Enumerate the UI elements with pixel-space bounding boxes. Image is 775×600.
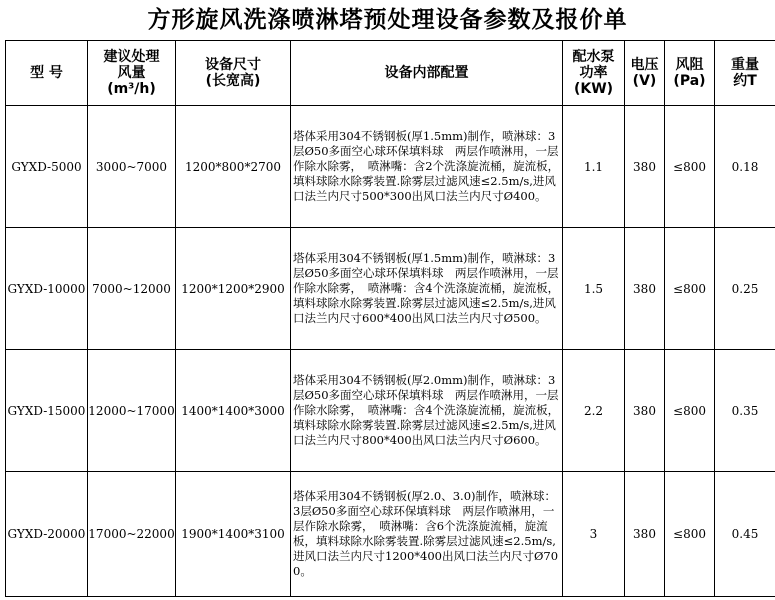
header-resistance-line: (Pa)	[673, 73, 706, 89]
cell-config: 塔体采用304不锈钢板(厚1.5mm)制作，喷淋球：3层Ø50多面空心球环保填料球 两层作喷淋用，一层作除水除雾， 喷淋嘴：含2个洗涤旋流桶，旋流板，填料球除水除雾装置.除雾层过滤风速≤2.5m/s,进风口法兰内尺寸500*300出风口法兰内尺寸Ø400。	[291, 106, 563, 228]
cell-airflow: 12000~17000	[88, 350, 176, 472]
header-weight	[715, 41, 775, 106]
header-pump-line: 功率	[579, 65, 608, 81]
header-size-line: (长宽高)	[205, 73, 261, 89]
header-pump-line: (KW)	[573, 81, 614, 97]
cell-size: 1900*1400*3100	[176, 472, 291, 597]
table-row	[6, 228, 775, 350]
cell-resistance: ≤800	[665, 228, 715, 350]
header-voltage-line: (V)	[632, 73, 657, 89]
header-airflow-line: 建议处理	[103, 49, 160, 65]
cell-resistance: ≤800	[665, 350, 715, 472]
page-title: 方形旋风洗涤喷淋塔预处理设备参数及报价单	[147, 7, 628, 33]
table-row	[6, 350, 775, 472]
cell-model: GYXD-20000	[6, 472, 88, 597]
parameter-table	[5, 40, 775, 597]
cell-voltage: 380	[625, 228, 665, 350]
cell-pump: 1.5	[563, 228, 625, 350]
header-resistance-line: 风阻	[675, 57, 704, 73]
cell-pump: 1.1	[563, 106, 625, 228]
header-voltage	[625, 41, 665, 106]
table-row	[6, 106, 775, 228]
cell-size: 1200*800*2700	[176, 106, 291, 228]
header-voltage-line: 电压	[630, 57, 659, 73]
table-row	[6, 472, 775, 597]
header-pump-line: 配水泵	[572, 49, 615, 65]
cell-voltage: 380	[625, 472, 665, 597]
header-weight-line: 重量	[731, 57, 759, 73]
cell-voltage: 380	[625, 106, 665, 228]
cell-weight: 0.45	[715, 472, 775, 597]
header-airflow	[88, 41, 176, 106]
cell-voltage: 380	[625, 350, 665, 472]
header-pump	[563, 41, 625, 106]
cell-weight: 0.25	[715, 228, 775, 350]
cell-resistance: ≤800	[665, 106, 715, 228]
cell-model: GYXD-10000	[6, 228, 88, 350]
cell-pump: 3	[563, 472, 625, 597]
cell-config: 塔体采用304不锈钢板(厚1.5mm)制作，喷淋球：3层Ø50多面空心球环保填料球 两层作喷淋用，一层作除水除雾， 喷淋嘴：含4个洗涤旋流桶，旋流板，填料球除水除雾装置.除雾层过滤风速≤2.5m/s,进风口法兰内尺寸600*400出风口法兰内尺寸Ø500。	[291, 228, 563, 350]
header-model: 型 号	[6, 41, 88, 106]
header-weight-line: 约T	[733, 73, 757, 89]
cell-config: 塔体采用304不锈钢板(厚2.0、3.0)制作，喷淋球：3层Ø50多面空心球环保填料球 两层作喷淋用，一层作除水除雾， 喷淋嘴：含6个洗涤旋流桶，旋流板，填料球除水除雾装置.除雾层过滤风速≤2.5m/s,进风口法兰内尺寸1200*400出风口法兰内尺寸Ø700。	[291, 472, 563, 597]
cell-pump: 2.2	[563, 350, 625, 472]
cell-resistance: ≤800	[665, 472, 715, 597]
header-resistance	[665, 41, 715, 106]
cell-airflow: 3000~7000	[88, 106, 176, 228]
cell-airflow: 17000~22000	[88, 472, 176, 597]
header-size	[176, 41, 291, 106]
header-config: 设备内部配置	[291, 41, 563, 106]
cell-weight: 0.35	[715, 350, 775, 472]
cell-model: GYXD-15000	[6, 350, 88, 472]
header-airflow-line: (m³/h)	[107, 81, 156, 97]
header-airflow-line: 风量	[117, 65, 146, 81]
cell-model: GYXD-5000	[6, 106, 88, 228]
cell-airflow: 7000~12000	[88, 228, 176, 350]
header-row	[6, 41, 775, 106]
cell-config: 塔体采用304不锈钢板(厚2.0mm)制作，喷淋球：3层Ø50多面空心球环保填料球 两层作喷淋用，一层作除水除雾， 喷淋嘴：含4个洗涤旋流桶，旋流板，填料球除水除雾装置.除雾层过滤风速≤2.5m/s,进风口法兰内尺寸800*400出风口法兰内尺寸Ø600。	[291, 350, 563, 472]
header-size-line: 设备尺寸	[205, 57, 261, 73]
cell-size: 1200*1200*2900	[176, 228, 291, 350]
cell-weight: 0.18	[715, 106, 775, 228]
cell-size: 1400*1400*3000	[176, 350, 291, 472]
